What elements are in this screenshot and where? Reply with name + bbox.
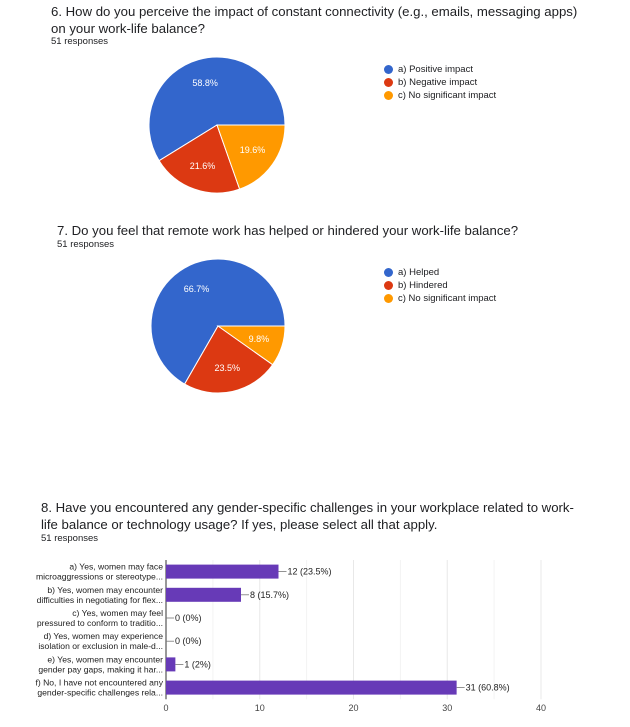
- legend-dot: [384, 281, 393, 290]
- category-label: difficulties in negotiating for flex...: [36, 594, 163, 605]
- bar: [166, 565, 279, 579]
- category-label: isolation or exclusion in male-d...: [38, 641, 163, 652]
- legend-dot: [384, 294, 393, 303]
- legend-item: [384, 89, 496, 102]
- category-label: f) No, I have not encountered any: [35, 677, 163, 688]
- x-tick-label: 0: [163, 703, 169, 714]
- pie-slice-label: 9.8%: [248, 333, 270, 344]
- q7-title: 7. Do you feel that remote work has helped or hindered your work-life balance?: [57, 223, 519, 238]
- pie-slice-label: 19.6%: [239, 145, 266, 156]
- bar-data-label: 1 (2%): [184, 659, 211, 670]
- bar-data-label: 31 (60.8%): [465, 682, 510, 693]
- bar: [166, 588, 241, 602]
- q6-legend: [384, 63, 496, 102]
- legend-label: c) No significant impact: [398, 293, 497, 304]
- q6-pie-chart: [140, 55, 300, 195]
- x-tick-label: 20: [348, 703, 359, 714]
- q7-responses: 51 responses: [57, 239, 115, 250]
- category-label: d) Yes, women may experience: [43, 631, 163, 642]
- x-tick-label: 30: [442, 703, 453, 714]
- bar-data-label: 12 (23.5%): [287, 566, 332, 577]
- bar-data-label: 0 (0%): [175, 636, 202, 647]
- legend-item: [384, 76, 496, 89]
- bar-data-label: 8 (15.7%): [250, 589, 290, 600]
- pie-slice-label: 23.5%: [214, 362, 240, 373]
- category-label: microaggressions or stereotype...: [35, 571, 163, 582]
- x-tick-label: 40: [535, 703, 547, 714]
- q7-pie-group: [151, 259, 285, 393]
- legend-item: [384, 266, 496, 279]
- legend-item: [384, 279, 496, 292]
- q8-bar-chart: [0, 550, 630, 727]
- x-tick-label: 10: [254, 703, 265, 714]
- legend-dot: [384, 91, 393, 100]
- legend-item: [384, 292, 496, 305]
- pie-slice-label: 21.6%: [189, 161, 216, 172]
- bar: [166, 681, 457, 695]
- legend-label: b) Hindered: [398, 280, 448, 291]
- bar-data-label: 0 (0%): [175, 613, 202, 623]
- q7-legend: [384, 266, 496, 305]
- category-label: c) Yes, women may feel: [72, 608, 163, 618]
- q7-pie-chart: [140, 258, 300, 398]
- q6-pie-group: [149, 57, 285, 193]
- q8-bar-group: [35, 560, 546, 713]
- q8-responses: 51 responses: [41, 533, 99, 544]
- category-label: gender pay gaps, making it har...: [38, 664, 163, 675]
- legend-label: b) Negative impact: [398, 77, 478, 88]
- legend-dot: [384, 78, 393, 87]
- legend-label: c) No significant impact: [398, 90, 497, 101]
- q8-title: 8. Have you encountered any gender-specific challenges in your workplace related to work-life balance or technology usage? If yes, please select all that apply.: [41, 500, 574, 532]
- legend-dot: [384, 268, 393, 277]
- legend-item: [384, 63, 496, 76]
- legend-label: a) Positive impact: [398, 64, 473, 75]
- legend-dot: [384, 65, 393, 74]
- pie-slice-label: 58.8%: [192, 78, 218, 89]
- q6-title: 6. How do you perceive the impact of constant connectivity (e.g., emails, messaging apps) on your work-life balance?: [51, 4, 578, 36]
- category-label: e) Yes, women may encounter: [47, 654, 163, 665]
- category-label: b) Yes, women may encounter: [47, 584, 163, 595]
- bar: [166, 657, 175, 671]
- legend-label: a) Helped: [398, 267, 440, 278]
- pie-slice-label: 66.7%: [183, 283, 210, 294]
- category-label: a) Yes, women may face: [69, 561, 163, 572]
- q6-responses: 51 responses: [51, 36, 109, 47]
- category-label: pressured to conform to traditio...: [36, 618, 163, 628]
- category-label: gender-specific challenges rela...: [37, 687, 163, 698]
